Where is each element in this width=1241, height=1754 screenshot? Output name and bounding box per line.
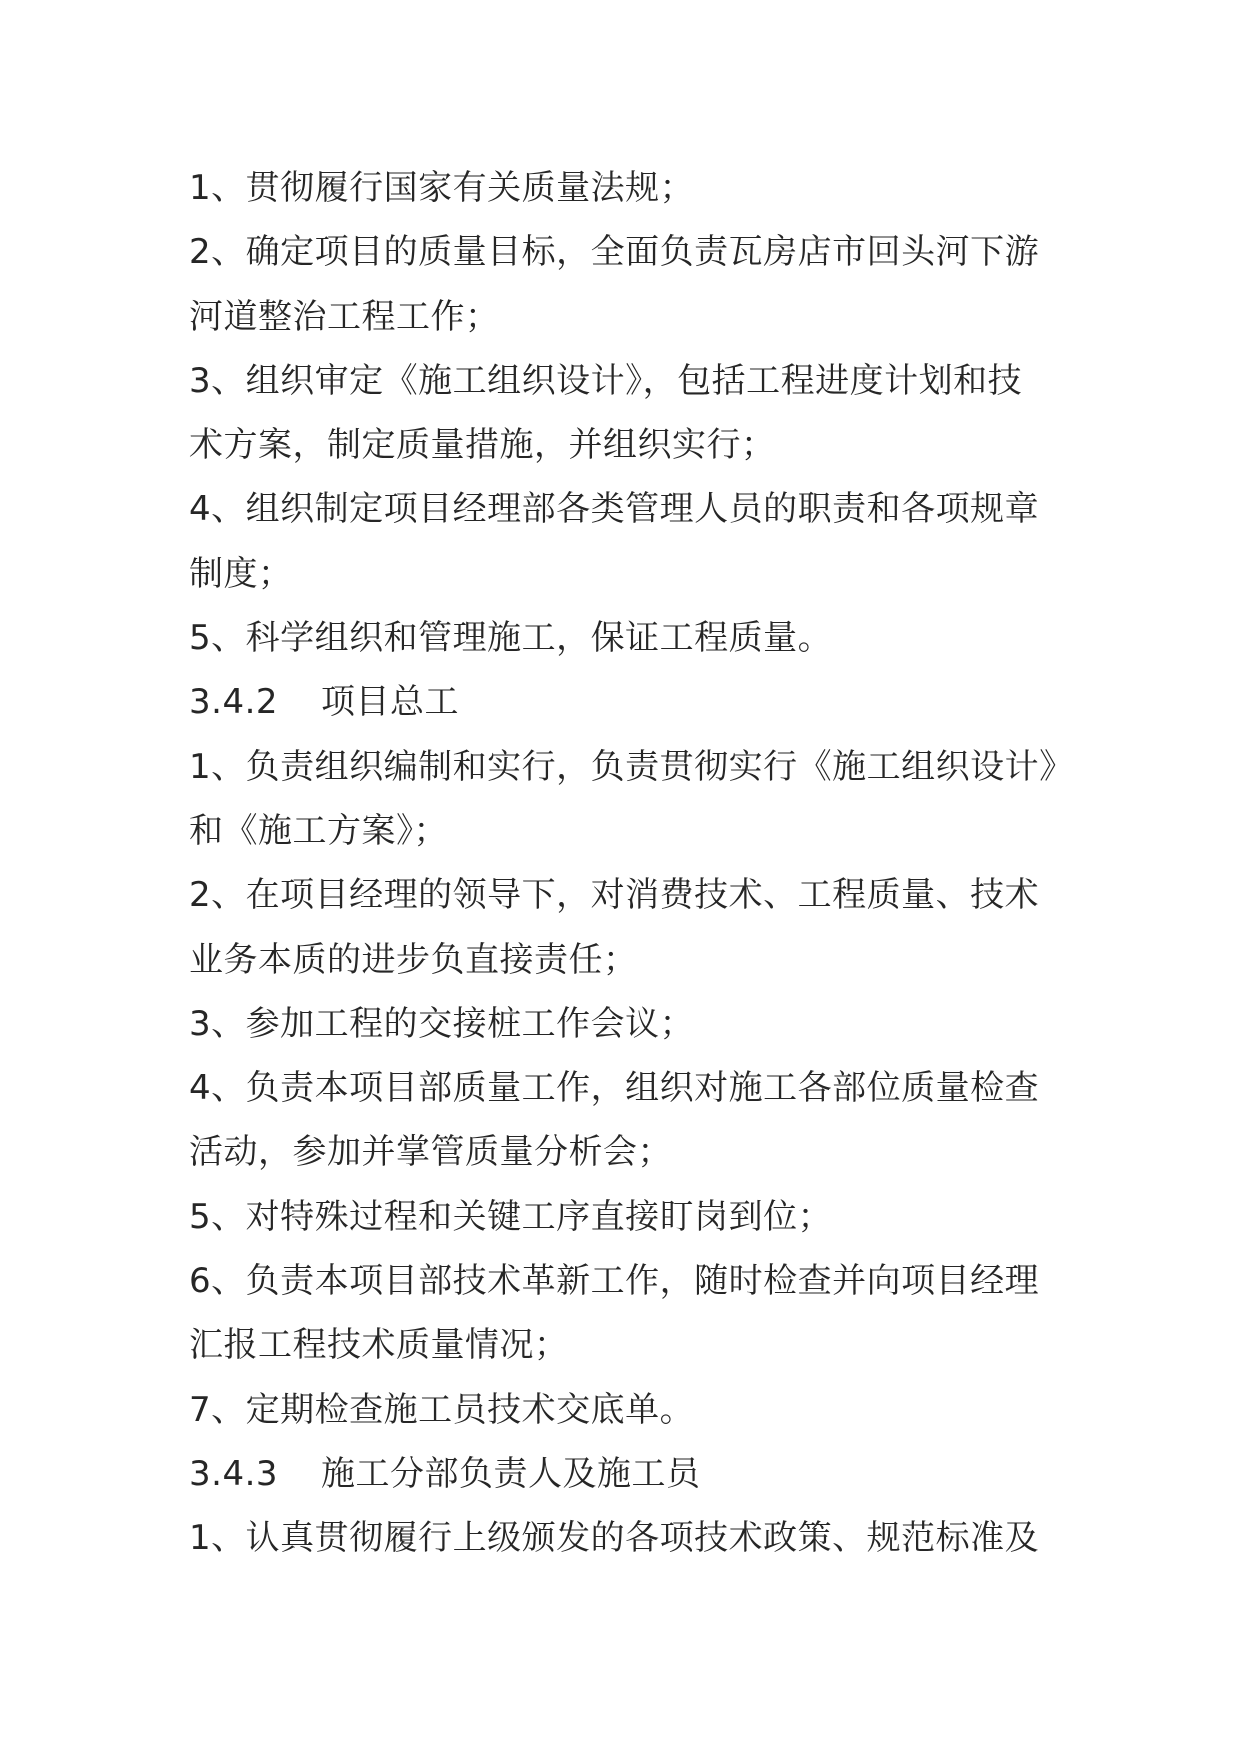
list-item: 4、组织制定项目经理部各类管理人员的职责和各项规章 [189, 489, 1040, 530]
list-item: 2、在项目经理的领导下，对消费技术、工程质量、技术 [189, 875, 1040, 916]
list-item: 1、贯彻履行国家有关质量法规； [189, 168, 695, 208]
list-item: 河道整治工程工作； [189, 296, 500, 337]
list-item: 7、定期检查施工员技术交底单。 [189, 1389, 695, 1430]
list-item: 活动，参加并掌管质量分析会； [189, 1132, 672, 1173]
list-item: 和《施工方案》； [189, 810, 448, 851]
list-item: 汇报工程技术质量情况； [189, 1325, 569, 1366]
section-number: 3.4.2 [189, 682, 279, 723]
section-number: 3.4.3 [189, 1453, 279, 1494]
list-item: 6、负责本项目部技术革新工作，随时检查并向项目经理 [189, 1261, 1040, 1302]
list-item: 3、组织审定《施工组织设计》，包括工程进度计划和技 [189, 360, 1023, 401]
document-body [189, 156, 1074, 1571]
list-item: 2、确定项目的质量目标，全面负责瓦房店市回头河下游 [189, 232, 1040, 273]
list-item: 术方案，制定质量措施，并组织实行； [189, 425, 776, 466]
list-item: 5、科学组织和管理施工，保证工程质量。 [189, 618, 833, 659]
section-heading-3-4-2 [189, 670, 1069, 734]
section-heading-3-4-3 [189, 1442, 1069, 1506]
section-title: 项目总工 [321, 682, 459, 723]
section-title: 施工分部负责人及施工员 [321, 1453, 701, 1494]
list-item: 制度； [189, 553, 293, 594]
list-item: 业务本质的进步负直接责任； [189, 939, 638, 980]
list-item: 3、参加工程的交接桩工作会议； [189, 1003, 695, 1044]
list-item: 5、对特殊过程和关键工序直接盯岗到位； [189, 1196, 833, 1237]
list-item: 4、负责本项目部质量工作，组织对施工各部位质量检查 [189, 1068, 1040, 1109]
list-item: 1、认真贯彻履行上级颁发的各项技术政策、规范标准及 [189, 1518, 1040, 1559]
list-item: 1、负责组织编制和实行，负责贯彻实行《施工组织设计》 [189, 746, 1074, 787]
